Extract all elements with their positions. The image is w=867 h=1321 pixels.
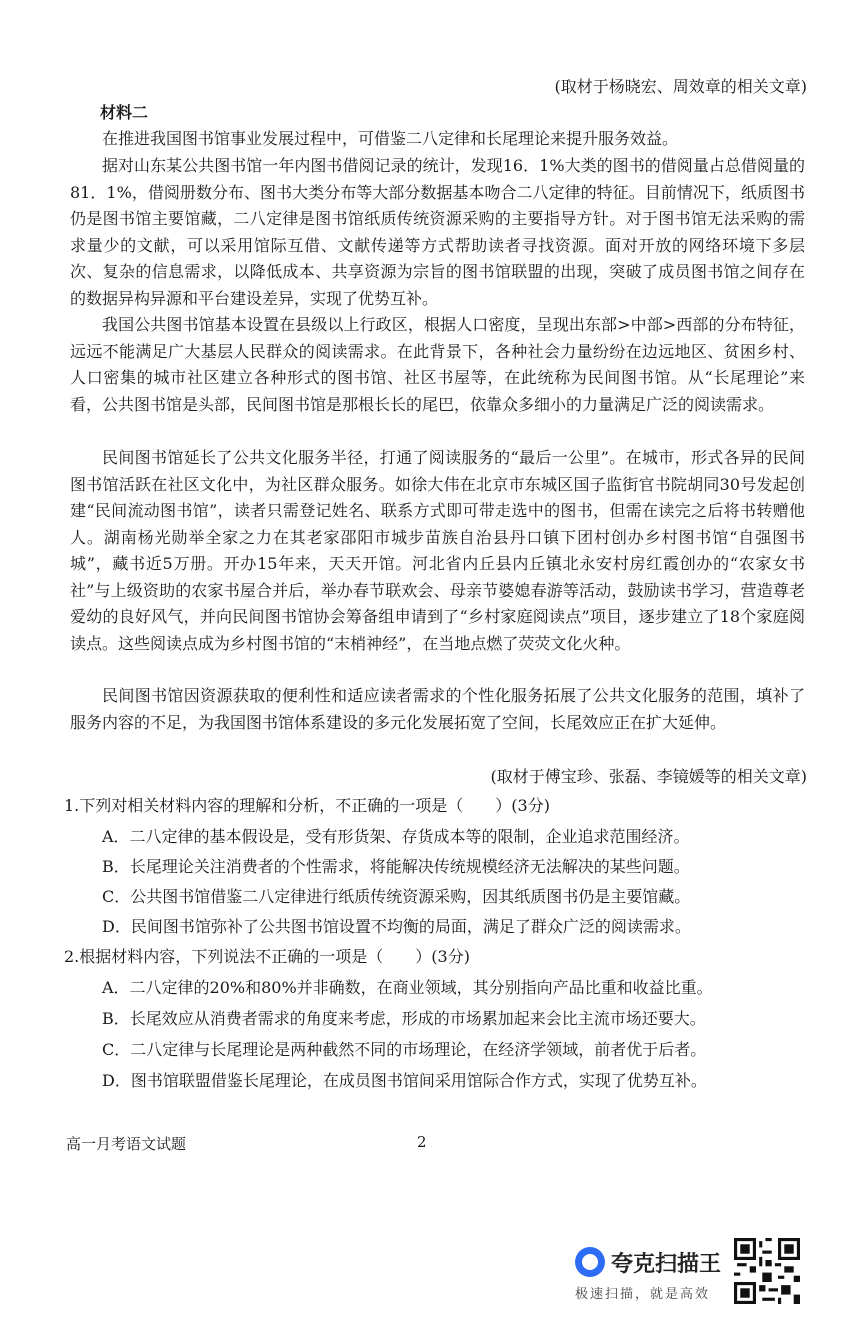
question-2-option-d: D．图书馆联盟借鉴长尾理论，在成员图书馆间采用馆际合作方式，实现了优势互补。: [102, 1071, 707, 1090]
question-2-option-b: B．长尾效应从消费者需求的角度来考虑，形成的市场累加起来会比主流市场还要大。: [102, 1009, 706, 1028]
question-1-option-a: A．二八定律的基本假设是，受有形货架、存货成本等的限制，企业追求范围经济。: [102, 827, 690, 846]
page-number: 2: [417, 1133, 427, 1151]
quark-logo-icon: [575, 1247, 605, 1277]
question-2-stem: 2.根据材料内容，下列说法不正确的一项是（ ）(3分): [64, 947, 470, 966]
question-2-option-c: C．二八定律与长尾理论是两种截然不同的市场理论，在经济学领域，前者优于后者。: [102, 1040, 707, 1059]
question-1-option-c: C．公共图书馆借鉴二八定律进行纸质传统资源采购，因其纸质图书仍是主要馆藏。: [102, 887, 691, 906]
scanner-watermark: [575, 1243, 730, 1305]
question-1-option-b: B．长尾理论关注消费者的个性需求，将能解决传统规模经济无法解决的某些问题。: [102, 857, 690, 876]
scanner-app-name: 夸克扫描王: [611, 1252, 722, 1277]
material-heading: 材料二: [100, 103, 149, 122]
scanner-slogan: 极速扫描，就是高效: [575, 1287, 711, 1302]
exam-title: 高一月考语文试题: [66, 1135, 187, 1153]
question-1-option-d: D．民间图书馆弥补了公共图书馆设置不均衡的局面，满足了群众广泛的阅读需求。: [102, 917, 691, 936]
paragraph-3: 我国公共图书馆基本设置在县级以上行政区，根据人口密度，呈现出东部>中部>西部的分布特征，远远不能满足广大基层人民群众的阅读需求。在此背景下，各种社会力量纷纷在边远地区、贫困乡村、人口密集的城市社区建立各种形式的图书馆、社区书屋等，在此统称为民间图书馆。从“长尾理论”来看，公共图书馆是头部，民间图书馆是那根长长的尾巴，依靠众多细小的力量满足广泛的阅读需求。: [70, 315, 805, 414]
paragraph-2: 据对山东某公共图书馆一年内图书借阅记录的统计，发现16．1%大类的图书的借阅量占总借阅量的81．1%，借阅册数分布、图书大类分布等大部分数据基本吻合二八定律的特征。目前情况下，纸质图书仍是图书馆主要馆藏，二八定律是图书馆纸质传统资源采购的主要指导方针。对于图书馆无法采购的需求量少的文献，可以采用馆际互借、文献传递等方式帮助读者寻找资源。面对开放的网络环境下多层次、复杂的信息需求，以降低成本、共享资源为宗旨的图书馆联盟的出现，突破了成员图书馆之间存在的数据异构异源和平台建设差异，实现了优势互补。: [70, 156, 805, 308]
paragraph-1: 在推进我国图书馆事业发展过程中，可借鉴二八定律和长尾理论来提升服务效益。: [102, 129, 679, 148]
paragraph-5: 民间图书馆因资源获取的便利性和适应读者需求的个性化服务拓展了公共文化服务的范围，填补了服务内容的不足，为我国图书馆体系建设的多元化发展拓宽了空间，长尾效应正在扩大延伸。: [70, 686, 805, 732]
question-1-stem: 1.下列对相关材料内容的理解和分析，不正确的一项是（ ）(3分): [64, 796, 550, 815]
question-2-option-a: A．二八定律的20%和80%并非确数，在商业领域，其分别指向产品比重和收益比重。: [102, 978, 713, 997]
paragraph-4: 民间图书馆延长了公共文化服务半径，打通了阅读服务的“最后一公里”。在城市，形式各异的民间图书馆活跃在社区文化中，为社区群众服务。如徐大伟在北京市东城区国子监街官书院胡同30号发起创建“民间流动图书馆”，读者只需登记姓名、联系方式即可带走选中的图书，但需在读完之后将书转赠他人。湖南杨光勋举全家之力在其老家邵阳市城步苗族自治县丹口镇下团村创办乡村图书馆“自强图书城”，藏书近5万册。开办15年来，天天开馆。河北省内丘县内丘镇北永安村房红霞创办的“农家女书社”与上级资助的农家书屋合并后，举办春节联欢会、母亲节婆媳春游等活动，鼓励读书学习，营造尊老爱幼的良好风气，并向民间图书馆协会筹备组申请到了“乡村家庭阅读点”项目，逐步建立了18个家庭阅读点。这些阅读点成为乡村图书馆的“末梢神经”，在当地点燃了荧荧文化火种。: [70, 448, 805, 653]
source-citation-1: (取材于杨晓宏、周效章的相关文章): [554, 77, 807, 96]
source-citation-2: (取材于傅宝珍、张磊、李镜媛等的相关文章): [490, 767, 807, 786]
qr-code-icon: [734, 1238, 800, 1304]
